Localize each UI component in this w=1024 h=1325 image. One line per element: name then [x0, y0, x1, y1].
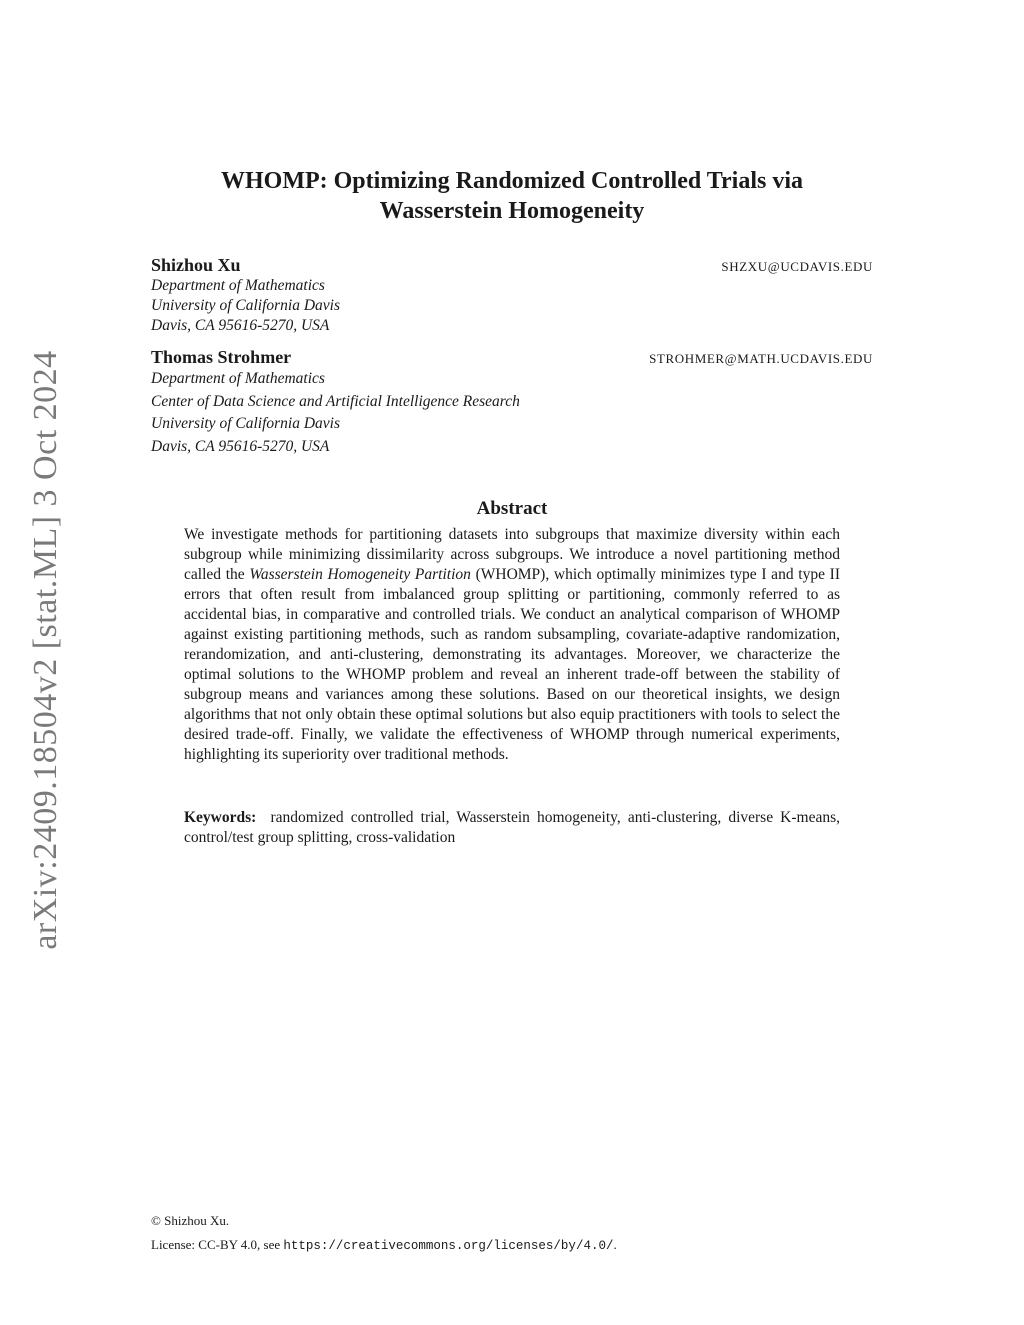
author-block-2: [151, 346, 873, 458]
title-line-2: Wasserstein Homogeneity: [379, 198, 645, 224]
author-affiliation: Davis, CA 95616-5270, USA: [151, 317, 330, 334]
abstract-text: [184, 525, 840, 765]
license-link[interactable]: https://creativecommons.org/licenses/by/4.0/: [283, 1239, 614, 1253]
copyright-footnote: © Shizhou Xu.: [151, 1213, 230, 1228]
paper-title: [150, 166, 874, 226]
abstract-emphasis: Wasserstein Homogeneity Partition: [249, 566, 471, 583]
abstract-text-part-1: We investigate methods for partitioning datasets into subgroups that maximize diversity within each subgroup while minimizing dissimilarity across subgroups. We introduce a novel partitioning method called the: [184, 526, 840, 583]
license-prefix: License: CC-BY 4.0, see: [151, 1237, 284, 1252]
author-email[interactable]: STROHMER@MATH.UCDAVIS.EDU: [649, 351, 873, 366]
license-footnote: [151, 1237, 873, 1253]
keywords-label: Keywords:: [184, 809, 257, 826]
arxiv-identifier-stamp: arXiv:2409.18504v2 [stat.ML] 3 Oct 2024: [27, 350, 64, 950]
author-affiliation: Department of Mathematics: [151, 370, 325, 387]
author-affiliation: University of California Davis: [151, 297, 341, 314]
author-affiliation: Davis, CA 95616-5270, USA: [151, 437, 330, 455]
license-suffix: .: [613, 1237, 617, 1252]
author-affiliation: University of California Davis: [151, 415, 341, 432]
author-affiliation: Department of Mathematics: [151, 277, 325, 294]
abstract-text-part-2: (WHOMP), which optimally minimizes type I and type II errors that often result from imbalanced group splitting or partitioning, commonly referred to as accidental bias, in comparative and controlled trials. We conduct an analytical comparison of WHOMP against existing partitioning methods, such as random subsampling, covariate-adaptive randomization, rerandomization, and anti-clustering, demonstrating its advantages. Moreover, we characterize the optimal solutions to the WHOMP problem and reveal an inherent trade-off between the stability of subgroup means and variances among these solutions. Based on our theoretical insights, we design algorithms that not only obtain these optimal solutions but also equip practitioners with tools to select the desired trade-off. Finally, we validate the effectiveness of WHOMP through numerical experiments, highlighting its superiority over traditional methods.: [184, 566, 840, 763]
title-line-1: WHOMP: Optimizing Randomized Controlled Trials via: [221, 168, 803, 194]
author-affiliation: Center of Data Science and Artificial Intelligence Research: [151, 392, 520, 410]
abstract-heading: Abstract: [476, 498, 548, 519]
author-name: Shizhou Xu: [151, 255, 241, 275]
author-email[interactable]: SHZXU@UCDAVIS.EDU: [721, 259, 873, 274]
keywords: [184, 808, 840, 848]
author-block-1: [151, 254, 873, 336]
keywords-list: randomized controlled trial, Wasserstein homogeneity, anti-clustering, diverse K-means, control/test group splitting, cross-validation: [184, 809, 840, 846]
author-name: Thomas Strohmer: [151, 347, 292, 367]
